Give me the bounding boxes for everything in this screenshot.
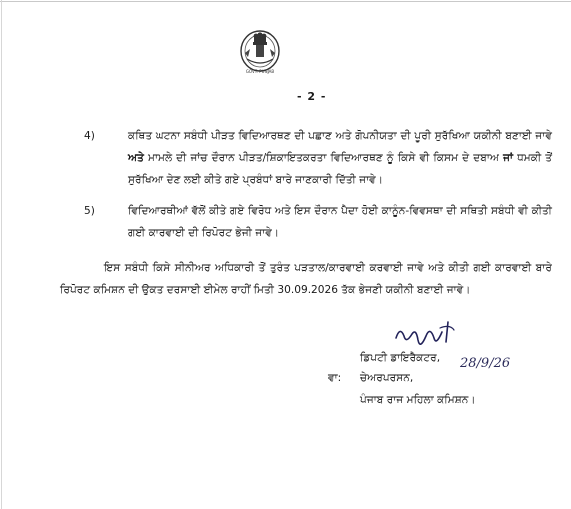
va-label: ਵਾ: — [328, 372, 342, 384]
page-edge-top — [0, 1, 571, 2]
closing-paragraph-text: ਇਸ ਸਬੰਧੀ ਕਿਸੇ ਸੀਨੀਅਰ ਅਧਿਕਾਰੀ ਤੋਂ ਤੁਰੰਤ ਪੜਤਾਲ/ਕਾਰਵਾਈ ਕਰਵਾਈ ਜਾਵੇ ਅਤੇ ਕੀਤੀ ਗਈ ਕਾਰਵਾਈ ਬਾਰੇ ਰਿਪੋਰਟ ਕਮਿਸ਼ਨ ਦੀ ਉਕਤ ਦਰਸਾਈ ਈਮੇਲ ਰਾਹੀਂ ਮਿਤੀ 30.09.2026 ਤੱਕ ਭੇਜਣੀ ਯਕੀਨੀ ਬਣਾਈ ਜਾਵੇ। — [60, 262, 552, 296]
paragraph-item — [84, 125, 552, 191]
paragraph-text: ਕਥਿਤ ਘਟਨਾ ਸਬੰਧੀ ਪੀੜਤ ਵਿਦਿਆਰਥਣ ਦੀ ਪਛਾਣ ਅਤੇ ਗੋਪਨੀਯਤਾ ਦੀ ਪੂਰੀ ਸੁਰੱਖਿਆ ਯਕੀਨੀ ਬਣਾਈ ਜਾਵੇ — [128, 130, 552, 142]
page-edge-left — [1, 0, 2, 509]
svg-text:GOVT. PUNJAB: GOVT. PUNJAB — [245, 69, 275, 74]
paragraph-number: 5) — [84, 205, 95, 217]
handwritten-date: 28/9/26 — [460, 356, 511, 371]
paragraph-number: 4) — [84, 130, 95, 142]
signatory-title: ਡਿਪਟੀ ਡਾਇਰੈਕਟਰ, — [360, 352, 441, 364]
paragraph-bold-text: ਅਤੇ — [128, 152, 144, 164]
signatory-office: ਪੰਜਾਬ ਰਾਜ ਮਹਿਲਾ ਕਮਿਸ਼ਨ। — [360, 394, 476, 406]
paragraph-bold-text: ਜਾਂ — [503, 152, 513, 164]
signatory-designation: ਚੇਅਰਪਰਸਨ, — [360, 372, 414, 384]
signature-block — [360, 320, 550, 410]
closing-paragraph — [60, 257, 552, 301]
paragraph-text: ਮਾਮਲੇ ਦੀ ਜਾਂਚ ਦੌਰਾਨ ਪੀੜਤ/ਸ਼ਿਕਾਇਤਕਰਤਾ ਵਿਦਿਆਰਥਣ ਨੂੰ ਕਿਸੇ ਵੀ ਕਿਸਮ ਦੇ ਦਬਾਅ — [147, 152, 499, 164]
paragraph-text: ਧਮਕੀ ਤੋਂ ਸੁਰੱਖਿਆ ਦੇਣ ਲਈ ਕੀਤੇ ਗਏ ਪ੍ਰਬੰਧਾਂ ਬਾਰੇ ਜਾਣਕਾਰੀ ਦਿੱਤੀ ਜਾਵੇ। — [128, 152, 552, 186]
page-number: - 2 - — [297, 90, 327, 103]
paragraph-item — [84, 200, 552, 244]
government-emblem-icon — [237, 27, 283, 77]
paragraph-text: ਵਿਦਿਆਰਥੀਆਂ ਵੱਲੋਂ ਕੀਤੇ ਗਏ ਵਿਰੋਧ ਅਤੇ ਇਸ ਦੌਰਾਨ ਪੈਦਾ ਹੋਈ ਕਾਨੂੰਨ-ਵਿਵਸਥਾ ਦੀ ਸਥਿਤੀ ਸਬੰਧੀ ਵੀ ਕੀਤੀ ਗਈ ਕਾਰਵਾਈ ਦੀ ਰਿਪੋਰਟ ਭੇਜੀ ਜਾਵੇ। — [128, 205, 552, 239]
